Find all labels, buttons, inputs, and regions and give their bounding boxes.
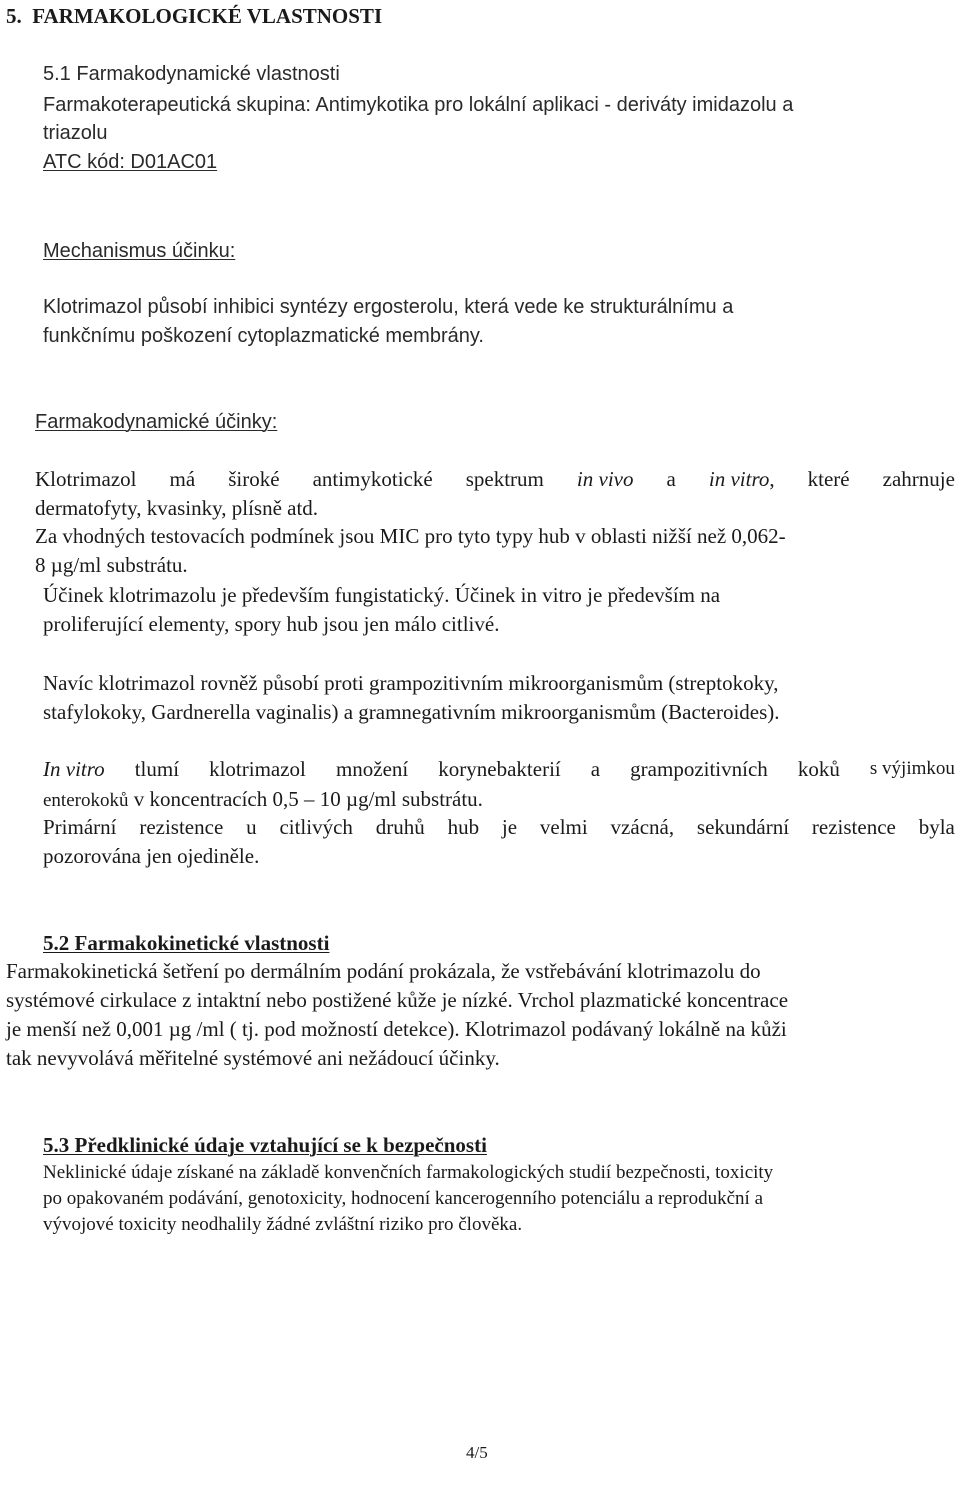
resistance-line1 — [43, 817, 955, 838]
word: korynebakterií — [438, 757, 561, 781]
page-number: 4/5 — [466, 1443, 488, 1462]
word: Klotrimazol — [35, 467, 137, 491]
word: rezistence — [139, 815, 224, 839]
resistance-line2: pozorována jen ojediněle. — [43, 844, 260, 868]
word: velmi — [539, 815, 588, 839]
subsection-heading-5-3: 5.3 Předklinické údaje vztahující se k bezpečnosti — [43, 1133, 487, 1157]
invitro-line1 — [43, 759, 955, 780]
word: množení — [335, 757, 409, 781]
word: široké — [228, 467, 280, 491]
preclinical-line3: vývojové toxicity neodhalily žádné zvláštní riziko pro člověka. — [43, 1214, 523, 1235]
word: koků — [797, 757, 840, 781]
pharmacokinetics-line4: tak nevyvolává měřitelné systémové ani nežádoucí účinky. — [6, 1046, 500, 1070]
preclinical-line2: po opakovaném podávání, genotoxicity, hodnocení kancerogenního potenciálu a reprodukční a — [43, 1188, 764, 1209]
mic-line2: 8 µg/ml substrátu. — [35, 553, 188, 577]
in-vitro-italic: in vitro — [708, 467, 770, 491]
spectrum-line2: dermatofyty, kvasinky, plísně atd. — [35, 496, 319, 520]
word: má — [169, 467, 196, 491]
word: rezistence — [811, 815, 896, 839]
preclinical-line1: Neklinické údaje získané na základě konvenčních farmakologických studií bezpečnosti, toxicity — [43, 1162, 774, 1183]
fungistatic-line1: Účinek klotrimazolu je především fungistatický. Účinek in vitro je především na — [43, 583, 721, 607]
effects-heading: Farmakodynamické účinky: — [35, 411, 278, 433]
pharmacotherapeutic-group-line2: triazolu — [43, 122, 108, 144]
mechanism-heading: Mechanismus účinku: — [43, 240, 236, 262]
gram-line1: Navíc klotrimazol rovněž působí proti grampozitivním mikroorganismům (streptokoky, — [43, 671, 779, 695]
gram-line2: stafylokoky, Gardnerella vaginalis) a gramnegativním mikroorganismům (Bacteroides). — [43, 700, 780, 724]
in-vivo-italic: in vivo — [576, 467, 634, 491]
atc-code: ATC kód: D01AC01 — [43, 151, 218, 173]
mic-line1: Za vhodných testovacích podmínek jsou MIC pro tyto typy hub v oblasti nižší než 0,062- — [35, 524, 786, 548]
word: hub — [447, 815, 480, 839]
word: antimykotické — [312, 467, 433, 491]
word: byla — [918, 815, 955, 839]
word: s výjimkou — [869, 758, 955, 779]
concentration-text: v koncentracích 0,5 – 10 µg/ml substrátu. — [133, 787, 483, 811]
pharmacokinetics-line2: systémové cirkulace z intaktní nebo postižené kůže je nízké. Vrchol plazmatické koncentrace — [6, 988, 789, 1012]
mechanism-text-line2: funkčnímu poškození cytoplazmatické membrány. — [43, 325, 484, 347]
subsection-heading-5-1: 5.1 Farmakodynamické vlastnosti — [43, 63, 340, 85]
word: vzácná, — [610, 815, 675, 839]
in-vitro-italic: In vitro — [43, 757, 105, 781]
word: grampozitivních — [630, 757, 768, 781]
word: druhů — [375, 815, 425, 839]
word: a — [590, 757, 601, 781]
word: spektrum — [465, 467, 544, 491]
spectrum-line1: Klotrimazol má široké antimykotické spektrum in vivo a in vitro, které zahrnuje — [35, 467, 955, 491]
word: klotrimazol — [209, 757, 306, 781]
word: sekundární — [696, 815, 790, 839]
pharmacokinetics-line3: je menší než 0,001 µg /ml ( tj. pod možností detekce). Klotrimazol podávaný lokálně na kůži — [6, 1017, 787, 1041]
word: citlivých — [279, 815, 353, 839]
word: a — [666, 467, 676, 491]
word: je — [501, 815, 518, 839]
word: tlumí — [134, 757, 180, 781]
invitro-line2 — [43, 789, 483, 810]
pharmacokinetics-line1: Farmakokinetická šetření po dermálním podání prokázala, že vstřebávání klotrimazolu do — [6, 959, 761, 983]
word: Primární — [43, 815, 117, 839]
word: které — [807, 467, 850, 491]
word: zahrnuje — [882, 467, 955, 491]
fungistatic-line2: proliferující elementy, spory hub jsou jen málo citlivé. — [43, 612, 500, 636]
word: u — [246, 815, 257, 839]
section-title: 5. FARMAKOLOGICKÉ VLASTNOSTI — [6, 4, 383, 28]
mechanism-text-line1: Klotrimazol působí inhibici syntézy ergosterolu, která vede ke strukturálnímu a — [43, 296, 734, 318]
word: enterokoků — [43, 790, 129, 811]
subsection-heading-5-2: 5.2 Farmakokinetické vlastnosti — [43, 931, 330, 955]
pharmacotherapeutic-group-line1: Farmakoterapeutická skupina: Antimykotika pro lokální aplikaci - deriváty imidazolu a — [43, 94, 794, 116]
